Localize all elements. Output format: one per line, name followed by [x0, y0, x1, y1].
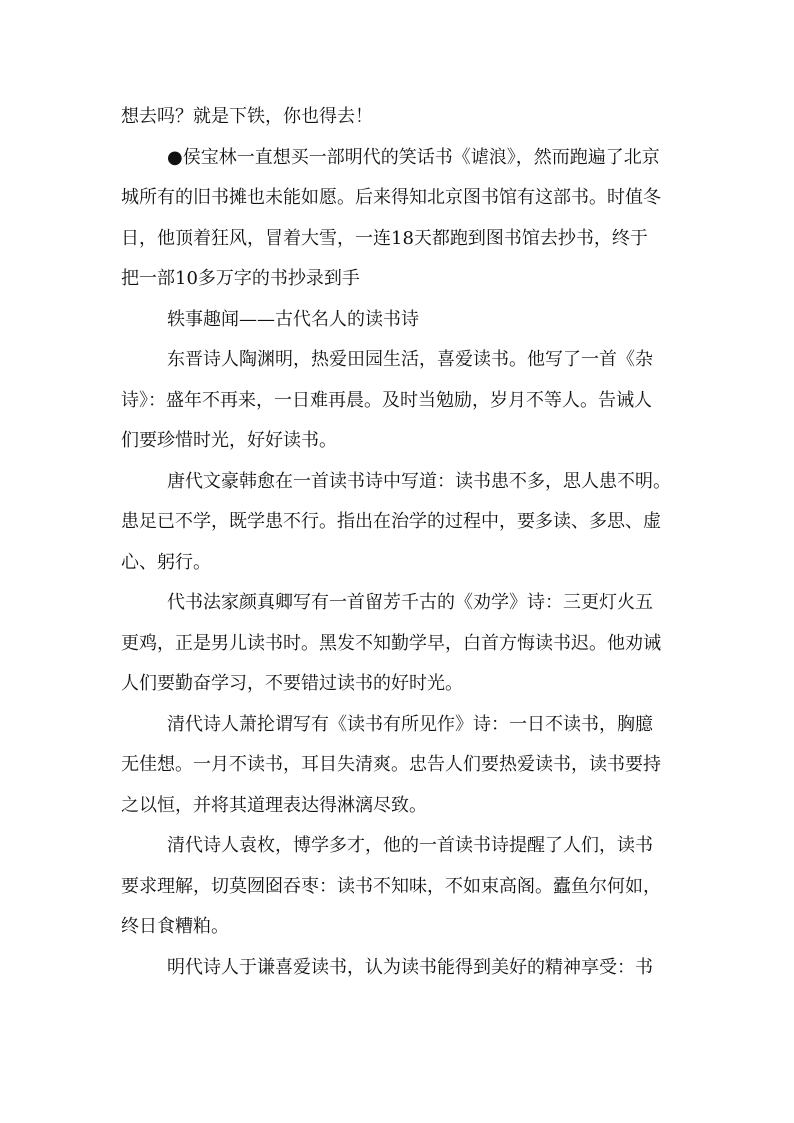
- text-line: 清代诗人袁枚，博学多才，他的一首读书诗提醒了人们，读书: [167, 835, 653, 856]
- text-line: 之以恒，并将其道理表达得淋漓尽致。: [121, 794, 427, 816]
- text-line: 心、躬行。: [121, 551, 211, 573]
- text-line: 们要珍惜时光，好好读书。: [121, 430, 337, 451]
- text-line: 无佳想。一月不读书，耳目失清爽。忠告人们要热爱读书，读书要持: [121, 754, 661, 775]
- text-line: 明代诗人于谦喜爱读书，认为读书能得到美好的精神享受：书: [167, 956, 653, 978]
- text-line: 唐代文豪韩愈在一首读书诗中写道：读书患不多，思人患不明。: [167, 470, 671, 492]
- text-line: 诗》：盛年不再来，一日难再晨。及时当勉励，岁月不等人。告诫人: [121, 389, 652, 411]
- text-line: 城所有的旧书摊也未能如愿。后来得知北京图书馆有这部书。时值冬: [121, 187, 661, 208]
- text-line: 更鸡，正是男儿读书时。黑发不知勤学早，白首方悔读书迟。他劝诫: [121, 632, 661, 654]
- text-line: 患足已不学，既学患不行。指出在治学的过程中，要多读、多思、虚: [121, 511, 661, 532]
- text-line: 日，他顶着狂风，冒着大雪，一连18天都跑到图书馆去抄书，终于: [121, 227, 648, 249]
- text-line: 把一部10多万字的书抄录到手: [121, 268, 360, 289]
- text-line: 要求理解，切莫囫囵吞枣：读书不知味，不如束高阁。蠹鱼尔何如，: [121, 875, 661, 897]
- text-line: 想去吗？就是下铁，你也得去！: [121, 106, 373, 127]
- text-line: 东晋诗人陶渊明，热爱田园生活，喜爱读书。他写了一首《杂: [167, 349, 653, 370]
- text-line: 终日食糟粕。: [121, 916, 229, 937]
- document-page: [121, 97, 681, 988]
- text-line: 代书法家颜真卿写有一首留芳千古的《劝学》诗：三更灯火五: [167, 592, 653, 613]
- section-heading: 轶事趣闻——古代名人的读书诗: [167, 308, 419, 330]
- text-line: 人们要勤奋学习，不要错过读书的好时光。: [121, 673, 463, 694]
- text-line: 清代诗人萧抡谓写有《读书有所见作》诗：一日不读书，胸臆: [167, 713, 653, 735]
- text-line: ●侯宝林一直想买一部明代的笑话书《谑浪》，然而跑遍了北京: [167, 146, 660, 168]
